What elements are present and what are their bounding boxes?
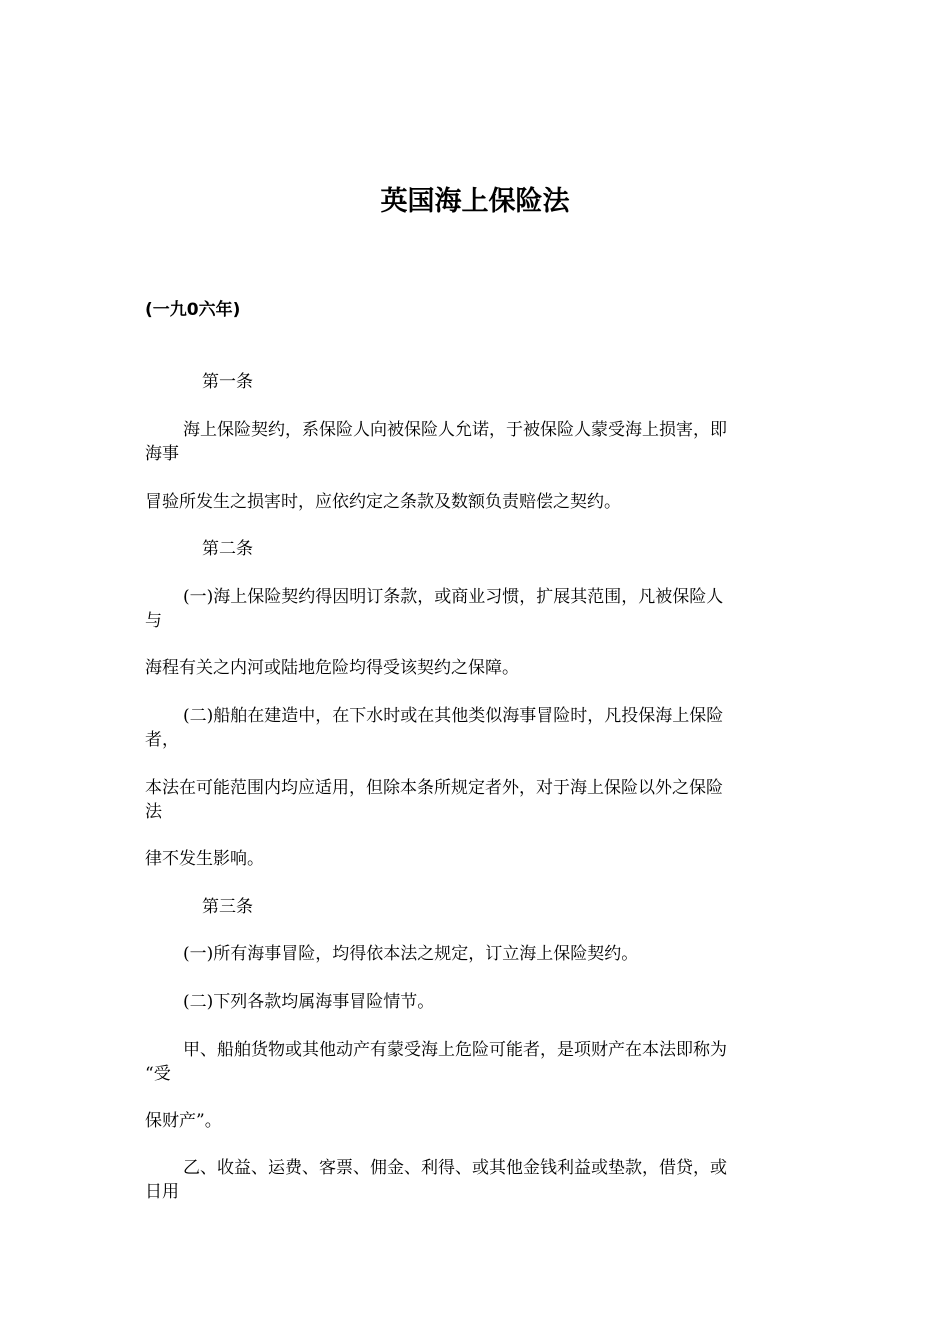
paragraph-line: 海事 bbox=[145, 444, 179, 464]
paragraph-line: 本法在可能范围内均应适用，但除本条所规定者外，对于海上保险以外之保险 bbox=[145, 778, 723, 798]
paragraph-line: 冒验所发生之损害时，应依约定之条款及数额负责赔偿之契约。 bbox=[145, 492, 621, 512]
paragraph-line: 海程有关之内河或陆地危险均得受该契约之保障。 bbox=[145, 658, 519, 678]
paragraph-line: 与 bbox=[145, 611, 162, 631]
paragraph-line: (二)下列各款均属海事冒险情节。 bbox=[183, 992, 435, 1012]
paragraph-line: (一)海上保险契约得因明订条款，或商业习惯，扩展其范围，凡被保险人 bbox=[183, 587, 724, 607]
paragraph-line: 乙、收益、运费、客票、佣金、利得、或其他金钱利益或垫款，借贷，或 bbox=[183, 1158, 727, 1178]
paragraph-line: 法 bbox=[145, 802, 162, 822]
paragraph-line: (一)所有海事冒险，均得依本法之规定，订立海上保险契约。 bbox=[183, 944, 639, 964]
paragraph-line: 海上保险契约，系保险人向被保险人允诺，于被保险人蒙受海上损害，即 bbox=[183, 420, 727, 440]
paragraph-line: 律不发生影响。 bbox=[145, 849, 264, 869]
paragraph-line: 甲、船舶货物或其他动产有蒙受海上危险可能者，是项财产在本法即称为 bbox=[183, 1040, 727, 1060]
article-heading: 第二条 bbox=[202, 539, 253, 559]
article-heading: 第三条 bbox=[202, 897, 253, 917]
paragraph-line: (二)船舶在建造中，在下水时或在其他类似海事冒险时，凡投保海上保险 bbox=[183, 706, 724, 726]
document-year: (一九0六年) bbox=[145, 300, 241, 320]
paragraph-line: 保财产”。 bbox=[145, 1111, 222, 1131]
article-heading: 第一条 bbox=[202, 372, 253, 392]
paragraph-line: “受 bbox=[145, 1064, 171, 1084]
paragraph-line: 者， bbox=[145, 730, 179, 750]
paragraph-line: 日用 bbox=[145, 1182, 179, 1202]
document-title: 英国海上保险法 bbox=[380, 186, 570, 217]
